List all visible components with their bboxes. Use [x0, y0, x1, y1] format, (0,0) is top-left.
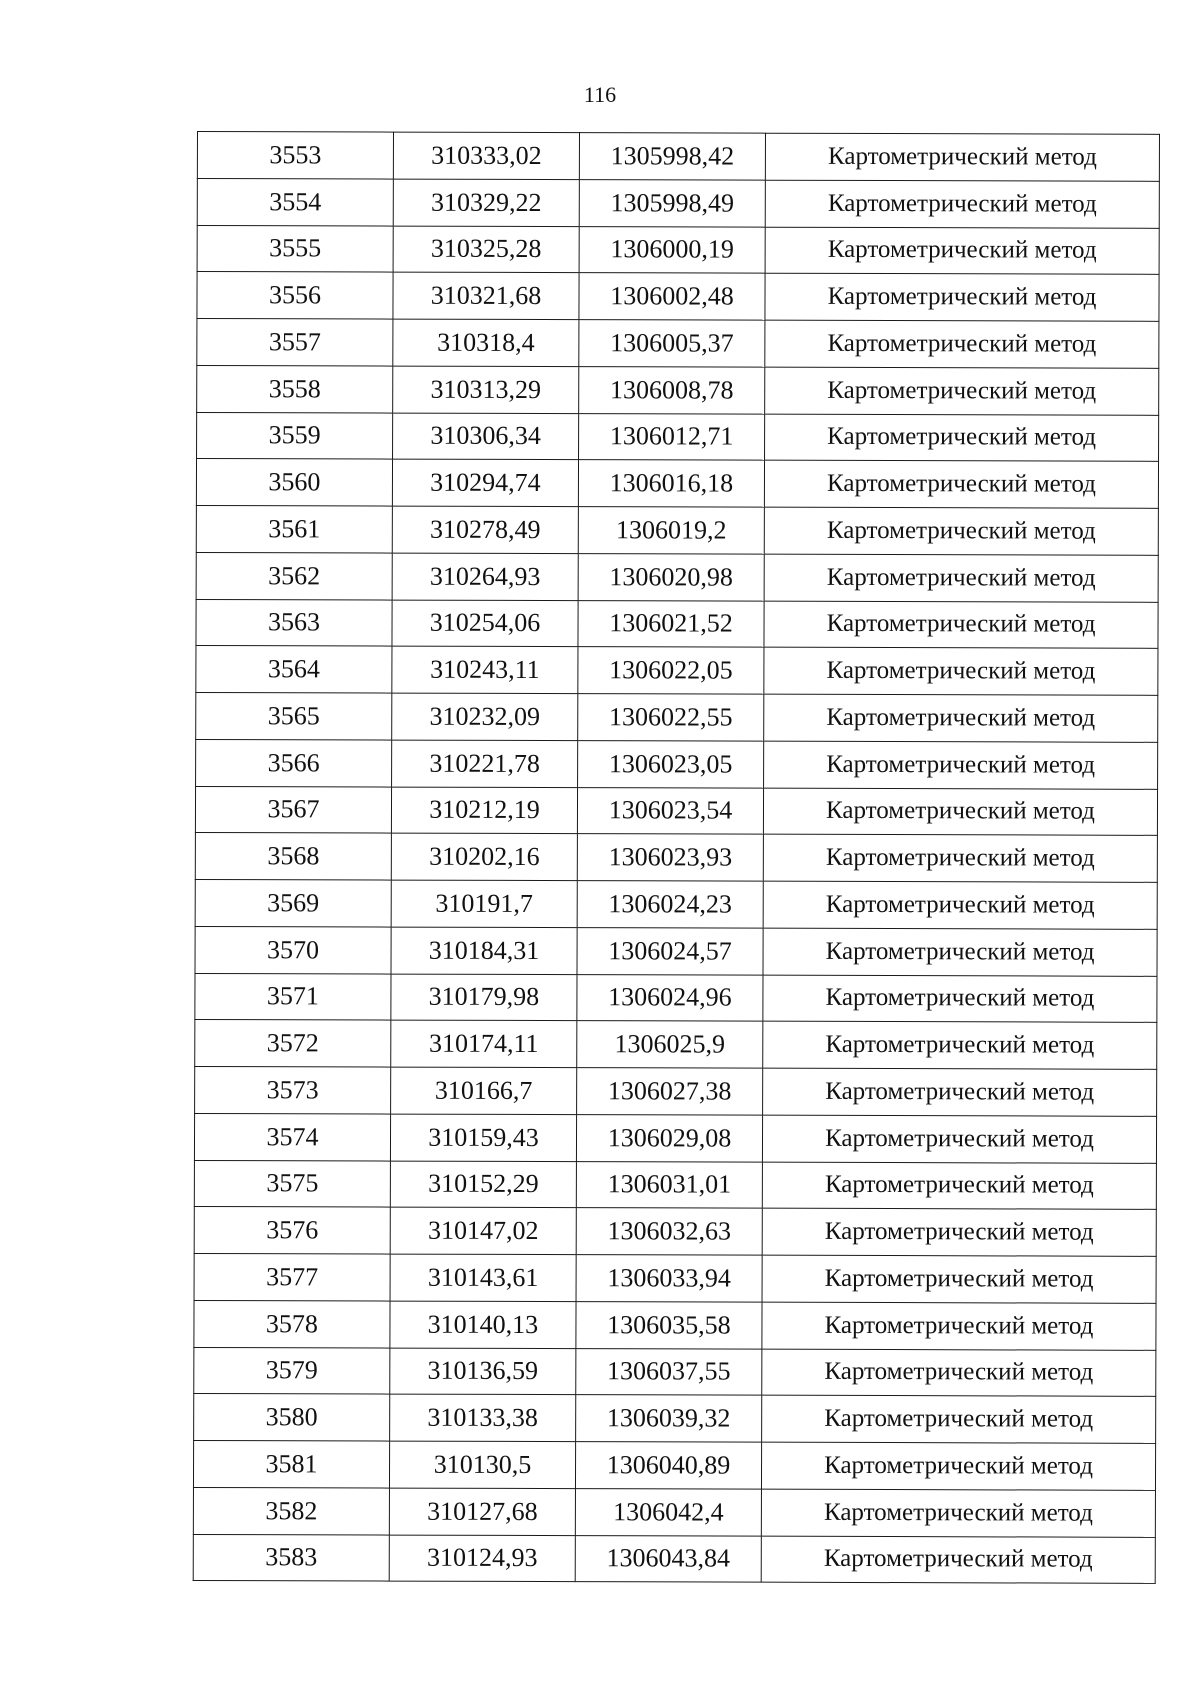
table-row	[193, 1440, 1155, 1490]
table-row	[195, 926, 1157, 976]
x-coordinate-cell: 310212,19	[391, 787, 577, 834]
method-cell: Картометрический метод	[764, 460, 1158, 508]
method-cell: Картометрический метод	[764, 554, 1158, 602]
x-coordinate-cell: 310159,43	[390, 1114, 576, 1161]
table-row	[196, 646, 1158, 696]
table-row	[196, 505, 1158, 555]
x-coordinate-cell: 310127,68	[389, 1488, 575, 1535]
table-row	[194, 1207, 1156, 1257]
x-coordinate-cell: 310294,74	[392, 459, 578, 506]
point-number-cell: 3579	[194, 1347, 390, 1394]
method-cell: Картометрический метод	[761, 1536, 1155, 1584]
point-number-cell: 3554	[197, 178, 393, 225]
y-coordinate-cell: 1306043,84	[575, 1535, 761, 1582]
method-cell: Картометрический метод	[763, 881, 1157, 929]
table-row	[197, 412, 1159, 462]
x-coordinate-cell: 310124,93	[389, 1535, 575, 1582]
x-coordinate-cell: 310313,29	[393, 366, 579, 413]
x-coordinate-cell: 310136,59	[390, 1348, 576, 1395]
point-number-cell: 3557	[197, 319, 393, 366]
x-coordinate-cell: 310140,13	[390, 1301, 576, 1348]
method-cell: Картометрический метод	[765, 227, 1159, 275]
y-coordinate-cell: 1306020,98	[578, 553, 764, 600]
method-cell: Картометрический метод	[765, 180, 1159, 228]
table-row	[195, 1020, 1157, 1070]
point-number-cell: 3581	[193, 1440, 389, 1487]
point-number-cell: 3559	[197, 412, 393, 459]
point-number-cell: 3556	[197, 272, 393, 319]
table-row	[196, 599, 1158, 649]
x-coordinate-cell: 310147,02	[390, 1207, 576, 1254]
method-cell: Картометрический метод	[765, 133, 1159, 181]
x-coordinate-cell: 310321,68	[393, 272, 579, 319]
method-cell: Картометрический метод	[762, 1255, 1156, 1303]
y-coordinate-cell: 1306023,05	[578, 740, 764, 787]
x-coordinate-cell: 310278,49	[392, 506, 578, 553]
method-cell: Картометрический метод	[764, 601, 1158, 649]
point-number-cell: 3580	[194, 1394, 390, 1441]
method-cell: Картометрический метод	[765, 414, 1159, 462]
point-number-cell: 3571	[195, 973, 391, 1020]
x-coordinate-cell: 310264,93	[392, 553, 578, 600]
method-cell: Картометрический метод	[763, 834, 1157, 882]
method-cell: Картометрический метод	[763, 788, 1157, 836]
table-row	[197, 365, 1159, 415]
x-coordinate-cell: 310221,78	[392, 740, 578, 787]
point-number-cell: 3582	[193, 1487, 389, 1534]
point-number-cell: 3574	[194, 1113, 390, 1160]
table-row	[195, 1066, 1157, 1116]
point-number-cell: 3570	[195, 926, 391, 973]
x-coordinate-cell: 310329,22	[393, 179, 579, 226]
table-row	[197, 225, 1159, 275]
table-row	[196, 692, 1158, 742]
method-cell: Картометрический метод	[761, 1442, 1155, 1490]
table-row	[194, 1347, 1156, 1397]
y-coordinate-cell: 1306005,37	[579, 320, 765, 367]
table-row	[195, 833, 1157, 883]
method-cell: Картометрический метод	[765, 273, 1159, 321]
method-cell: Картометрический метод	[762, 1208, 1156, 1256]
x-coordinate-cell: 310184,31	[391, 927, 577, 974]
point-number-cell: 3561	[196, 505, 392, 552]
y-coordinate-cell: 1306021,52	[578, 600, 764, 647]
point-number-cell: 3583	[193, 1534, 389, 1581]
table-row	[196, 739, 1158, 789]
x-coordinate-cell: 310174,11	[391, 1020, 577, 1067]
coordinates-table	[193, 131, 1160, 1584]
table-row	[194, 1300, 1156, 1350]
table-row	[194, 1113, 1156, 1163]
y-coordinate-cell: 1306029,08	[576, 1114, 762, 1161]
coordinates-table-container	[193, 131, 1159, 1584]
point-number-cell: 3569	[195, 879, 391, 926]
y-coordinate-cell: 1306033,94	[576, 1255, 762, 1302]
y-coordinate-cell: 1306019,2	[578, 507, 764, 554]
x-coordinate-cell: 310191,7	[391, 880, 577, 927]
coordinates-table-body	[193, 132, 1159, 1584]
y-coordinate-cell: 1306024,96	[577, 974, 763, 1021]
y-coordinate-cell: 1306024,23	[577, 881, 763, 928]
method-cell: Картометрический метод	[762, 1395, 1156, 1443]
table-row	[197, 272, 1159, 322]
y-coordinate-cell: 1306012,71	[579, 413, 765, 460]
x-coordinate-cell: 310202,16	[391, 833, 577, 880]
table-row	[195, 973, 1157, 1023]
point-number-cell: 3564	[196, 646, 392, 693]
y-coordinate-cell: 1306000,19	[579, 226, 765, 273]
method-cell: Картометрический метод	[763, 1021, 1157, 1069]
method-cell: Картометрический метод	[763, 975, 1157, 1023]
x-coordinate-cell: 310133,38	[390, 1394, 576, 1441]
y-coordinate-cell: 1306027,38	[577, 1068, 763, 1115]
point-number-cell: 3568	[195, 833, 391, 880]
x-coordinate-cell: 310143,61	[390, 1254, 576, 1301]
table-row	[196, 459, 1158, 509]
table-row	[195, 786, 1157, 836]
table-row	[193, 1534, 1155, 1584]
y-coordinate-cell: 1305998,49	[579, 179, 765, 226]
y-coordinate-cell: 1306039,32	[576, 1395, 762, 1442]
y-coordinate-cell: 1306022,55	[578, 694, 764, 741]
point-number-cell: 3577	[194, 1253, 390, 1300]
x-coordinate-cell: 310232,09	[392, 693, 578, 740]
x-coordinate-cell: 310152,29	[390, 1161, 576, 1208]
x-coordinate-cell: 310130,5	[389, 1441, 575, 1488]
y-coordinate-cell: 1306031,01	[576, 1161, 762, 1208]
point-number-cell: 3567	[195, 786, 391, 833]
y-coordinate-cell: 1306037,55	[576, 1348, 762, 1395]
y-coordinate-cell: 1306032,63	[576, 1208, 762, 1255]
table-row	[197, 319, 1159, 369]
point-number-cell: 3573	[195, 1066, 391, 1113]
y-coordinate-cell: 1305998,42	[579, 133, 765, 180]
table-row	[197, 132, 1159, 182]
y-coordinate-cell: 1306040,89	[575, 1442, 761, 1489]
method-cell: Картометрический метод	[765, 367, 1159, 415]
point-number-cell: 3558	[197, 365, 393, 412]
method-cell: Картометрический метод	[762, 1115, 1156, 1163]
y-coordinate-cell: 1306023,54	[577, 787, 763, 834]
method-cell: Картометрический метод	[764, 647, 1158, 695]
x-coordinate-cell: 310243,11	[392, 646, 578, 693]
y-coordinate-cell: 1306042,4	[575, 1488, 761, 1535]
table-row	[194, 1253, 1156, 1303]
x-coordinate-cell: 310325,28	[393, 226, 579, 273]
point-number-cell: 3555	[197, 225, 393, 272]
y-coordinate-cell: 1306025,9	[577, 1021, 763, 1068]
point-number-cell: 3578	[194, 1300, 390, 1347]
x-coordinate-cell: 310254,06	[392, 600, 578, 647]
table-row	[195, 879, 1157, 929]
y-coordinate-cell: 1306002,48	[579, 273, 765, 320]
method-cell: Картометрический метод	[764, 694, 1158, 742]
y-coordinate-cell: 1306035,58	[576, 1301, 762, 1348]
table-row	[193, 1487, 1155, 1537]
table-row	[194, 1160, 1156, 1210]
method-cell: Картометрический метод	[763, 1068, 1157, 1116]
y-coordinate-cell: 1306016,18	[578, 460, 764, 507]
table-row	[194, 1394, 1156, 1444]
method-cell: Картометрический метод	[764, 741, 1158, 789]
method-cell: Картометрический метод	[762, 1162, 1156, 1210]
page-number: 116	[583, 82, 617, 107]
y-coordinate-cell: 1306022,05	[578, 647, 764, 694]
point-number-cell: 3553	[197, 132, 393, 179]
table-row	[197, 178, 1159, 228]
point-number-cell: 3560	[196, 459, 392, 506]
point-number-cell: 3566	[196, 739, 392, 786]
method-cell: Картометрический метод	[764, 507, 1158, 555]
x-coordinate-cell: 310306,34	[393, 413, 579, 460]
method-cell: Картометрический метод	[761, 1489, 1155, 1537]
x-coordinate-cell: 310318,4	[393, 319, 579, 366]
point-number-cell: 3565	[196, 692, 392, 739]
y-coordinate-cell: 1306023,93	[577, 834, 763, 881]
y-coordinate-cell: 1306008,78	[579, 366, 765, 413]
point-number-cell: 3563	[196, 599, 392, 646]
point-number-cell: 3562	[196, 552, 392, 599]
point-number-cell: 3576	[194, 1207, 390, 1254]
x-coordinate-cell: 310166,7	[391, 1067, 577, 1114]
point-number-cell: 3572	[195, 1020, 391, 1067]
method-cell: Картометрический метод	[763, 928, 1157, 976]
method-cell: Картометрический метод	[762, 1302, 1156, 1350]
y-coordinate-cell: 1306024,57	[577, 927, 763, 974]
x-coordinate-cell: 310333,02	[393, 132, 579, 179]
x-coordinate-cell: 310179,98	[391, 974, 577, 1021]
method-cell: Картометрический метод	[765, 320, 1159, 368]
table-row	[196, 552, 1158, 602]
method-cell: Картометрический метод	[762, 1349, 1156, 1397]
point-number-cell: 3575	[194, 1160, 390, 1207]
